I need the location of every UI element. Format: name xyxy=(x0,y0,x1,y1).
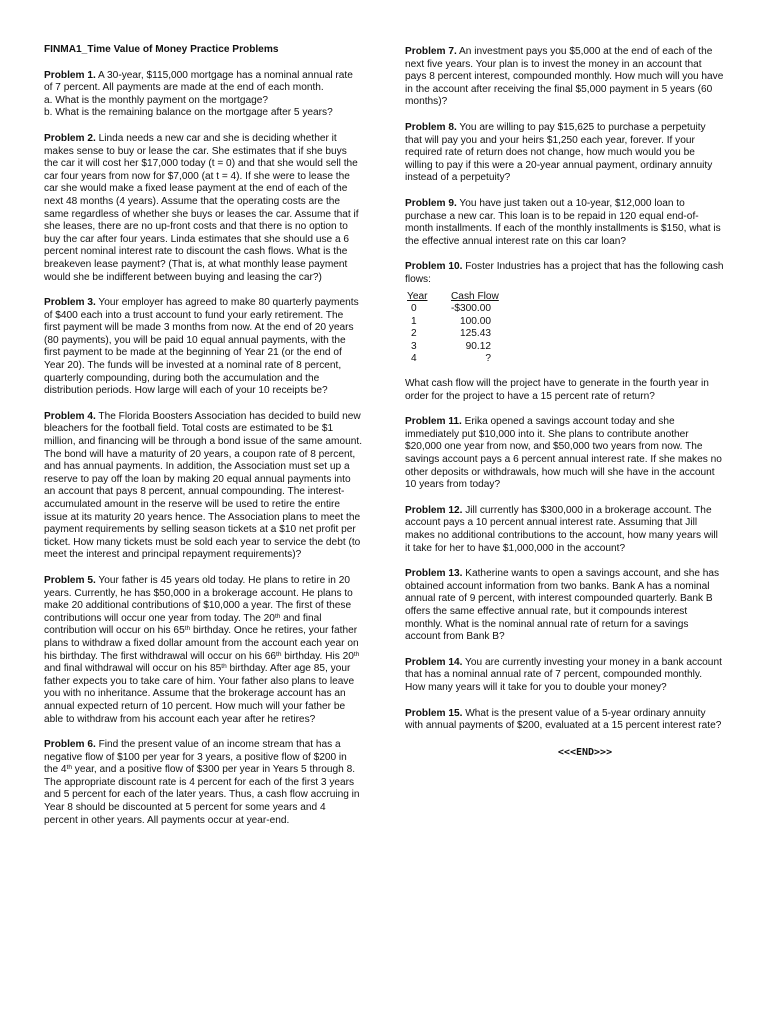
problem-text: You are currently investing your money in a bank account that has a nominal annual rate of 7 percent, compounded monthly. How many years will it take for you to double your money? xyxy=(405,656,722,693)
problem-text: An investment pays you $5,000 at the end of each of the next five years. Your plan is to invest the money in an account that pays 8 percent interest, compounded monthly. How much will you have in the account after receiving the final $5,000 payment in 5 years (60 months)? xyxy=(405,46,724,108)
year-cell: 2 xyxy=(411,328,417,340)
table-header-cash-flow: Cash Flow xyxy=(451,290,499,302)
problem-label: Problem 11. xyxy=(405,416,462,428)
problem-label: Problem 6. xyxy=(44,739,96,751)
problem-15 xyxy=(405,708,725,733)
problem-6 xyxy=(44,739,362,827)
problem-text: Your employer has agreed to make 80 quarterly payments of $400 each into a trust account to fund your early retirement. The first payment will be made 3 months from now. At the end of 20 years (80 payments), you will be paid 10 equal annual payments, with the first payment to be made at the beginning of Year 21 (or the end of Year 20). The funds will be invested at a nominal rate of 8 percent, quarterly compounding, during both the accumulation and the distribution periods. How large will each of your 10 receipts be? xyxy=(44,297,359,397)
problem-3 xyxy=(44,297,362,398)
year-cell: 1 xyxy=(411,315,417,327)
problem-text: and final withdrawal will occur on his 85 xyxy=(44,663,222,675)
problem-5 xyxy=(44,575,362,726)
cash-flow-table xyxy=(407,291,505,367)
problem-text: What is the present value of a 5-year ordinary annuity with annual payments of $200, evaluated at a 15 percent interest rate? xyxy=(405,707,722,732)
problem-part-b: b. What is the remaining balance on the mortgage after 5 years? xyxy=(44,107,333,119)
ordinal-suffix: th xyxy=(184,625,191,633)
end-marker: <<<END>>> xyxy=(557,746,613,758)
cash-flow-cell: 90.12 xyxy=(465,340,491,352)
table-row xyxy=(407,316,505,329)
table-row xyxy=(407,341,505,354)
problem-label: Problem 3. xyxy=(44,297,96,309)
problem-text: Linda needs a new car and she is deciding whether it makes sense to buy or lease the car. She estimates that if she buys the car it will cost her $17,000 today (t = 0) and that she would sell the car four years from now for $7,000 (at t = 4). If she were to lease the car she would make a fixed lease payment at the end of each of the next 48 months (4 years). Assume that the operating costs are the same regardless of whether she buys or leases the car. Assume that if she leases, there are no up-front costs and that there is no option to buy the car after four years. Linda estimates that she should use a 6 percent nominal interest rate to discount the cash flows. What is the breakeven lease payment? (That is, at what monthly lease payment would she be indifferent between buying and leasing the car?) xyxy=(44,132,359,283)
problem-1 xyxy=(44,70,362,120)
right-column xyxy=(405,46,725,759)
problem-part-a: a. What is the monthly payment on the mortgage? xyxy=(44,94,268,106)
problem-label: Problem 4. xyxy=(44,410,96,422)
problem-label: Problem 7. xyxy=(405,46,457,57)
problem-text: A 30-year, $115,000 mortgage has a nominal annual rate of 7 percent. All payments are made at the end of each month. xyxy=(44,69,353,94)
problem-label: Problem 9. xyxy=(405,197,457,209)
problem-text: birthday. After age 85, your father expects you to take care of him. Your father also plans to leave you with no inheritance. Assume that the brokerage account has an annual expected return of 10 percent. How much will your father be able to withdraw from his account each year after he retires? xyxy=(44,663,355,725)
problem-label: Problem 1. xyxy=(44,69,96,81)
table-row xyxy=(407,303,505,316)
problem-label: Problem 15. xyxy=(405,707,463,719)
ordinal-suffix: th xyxy=(66,764,72,772)
problem-text: The Florida Boosters Association has decided to build new bleachers for the football field. Total costs are estimated to be $1 million, and financing will be through a bond issue of the same amount. The bond will have a maturity of 20 years, a coupon rate of 8 percent, and has annual payments. In addition, the Association must set up a reserve to pay off the loan by making 20 equal annual payments into an account that pays 8 percent, annual compounding. The interest-accumulated amount in the reserve will be used to retire the entire issue at its maturity 20 years hence. The Association plans to meet the payment requirements by selling season tickets at a $10 net profit per ticket. How many tickets must be sold each year to service the debt (to meet the interest and principal repayment requirements)? xyxy=(44,410,363,561)
problem-text: year, and a positive flow of $300 per year in Years 5 through 8. The appropriate discount rate is 4 percent for each of the first 3 years and 5 percent for each of the later years. Thus, a cash flow accruing in Year 8 should be discounted at 5 percent for some years and 4 percent in other years. All payments occur at year-end. xyxy=(44,764,360,826)
problem-label: Problem 2. xyxy=(44,132,96,144)
year-cell: 0 xyxy=(411,303,417,315)
problem-label: Problem 14. xyxy=(405,656,463,668)
problem-text: birthday. Once he retires, your father plans to withdraw a fixed dollar amount from the account each year on his birthday. The first withdrawal will occur on his 66 xyxy=(44,625,359,662)
problem-label: Problem 8. xyxy=(405,121,457,133)
problem-question: What cash flow will the project have to generate in the fourth year in order for the project to have a 15 percent rate of return? xyxy=(405,378,709,402)
problem-text: You are willing to pay $15,625 to purchase a perpetuity that will pay you and your heirs $1,250 each year, forever. If your required rate of return does not change, how much would you be willing to pay if this were a 20-year annual payment, ordinary annuity instead of a perpetuity? xyxy=(405,121,713,184)
problem-label: Problem 12. xyxy=(405,504,463,516)
ordinal-suffix: th xyxy=(276,650,282,658)
problem-text: birthday. His 20 xyxy=(281,650,354,662)
problem-text: Your father is 45 years old today. He plans to retire in 20 years. Currently, he has $50,000 in a brokerage account. He plans to make 20 additional contributions of $10,000 a year. The first of these contributions will occur one year from today. The 20 xyxy=(44,574,353,624)
problem-13 xyxy=(405,568,725,644)
problem-text: Foster Industries has a project that has the following cash flows: xyxy=(405,261,724,285)
problem-label: Problem 5. xyxy=(44,574,96,586)
year-cell: 4 xyxy=(411,353,417,365)
cash-flow-cell: 125.43 xyxy=(460,328,491,340)
cash-flow-cell: 100.00 xyxy=(460,315,491,327)
table-header-year: Year xyxy=(407,290,428,302)
problem-10 xyxy=(405,261,725,403)
problem-label: Problem 13. xyxy=(405,568,463,580)
problem-2 xyxy=(44,133,362,284)
problem-text: Katherine wants to open a savings account, and she has obtained account information from two banks. Bank A has a nominal annual rate of 9 percent, with interest compounded quarterly. Bank B offers the same effective annual rate, but it compounds interest monthly. What is the nominal annual rate of return for a savings account from Bank B? xyxy=(405,568,720,643)
problem-label: Problem 10. xyxy=(405,261,463,273)
problem-8 xyxy=(405,122,725,185)
problem-text: Erika opened a savings account today and she immediately put $10,000 into it. She plans to contribute another $20,000 one year from now, and $50,000 two years from now. The savings account pays a 6 percent annual interest rate. If she makes no other deposits or withdrawals, how much will she have in the account 10 years from today? xyxy=(405,416,722,491)
problem-text: You have just taken out a 10-year, $12,000 loan to purchase a new car. This loan is to be repaid in 120 equal end-of-month installments. If each of the monthly installments is $150, what is the effective annual interest rate on this car loan? xyxy=(405,197,721,247)
year-cell: 3 xyxy=(411,340,417,352)
problem-7 xyxy=(405,46,725,109)
table-row xyxy=(407,353,505,366)
table-row xyxy=(407,328,505,341)
cash-flow-cell: -$300.00 xyxy=(451,303,491,315)
problem-14 xyxy=(405,657,725,695)
problem-4 xyxy=(44,411,362,562)
document-title: FINMA1_Time Value of Money Practice Problems xyxy=(44,44,279,55)
problem-12 xyxy=(405,505,725,555)
left-column xyxy=(44,44,362,840)
problem-text: Jill currently has $300,000 in a brokerage account. The account pays a 10 percent annual interest rate. Assuming that Jill makes no additional contributions to the account, how many years will it take for her to have $1,000,000 in the account? xyxy=(405,504,718,554)
problem-11 xyxy=(405,416,725,492)
ordinal-suffix: th xyxy=(353,650,360,658)
problem-9 xyxy=(405,198,725,248)
problem-text: and final contribution will occur on his 65 xyxy=(44,612,322,637)
problem-text: Find the present value of an income stream that has a negative flow of $100 per year for 3 years, a positive flow of $200 in the 4 xyxy=(44,739,347,776)
ordinal-suffix: th xyxy=(274,612,281,620)
ordinal-suffix: th xyxy=(221,663,227,671)
cash-flow-cell: ? xyxy=(485,353,491,365)
